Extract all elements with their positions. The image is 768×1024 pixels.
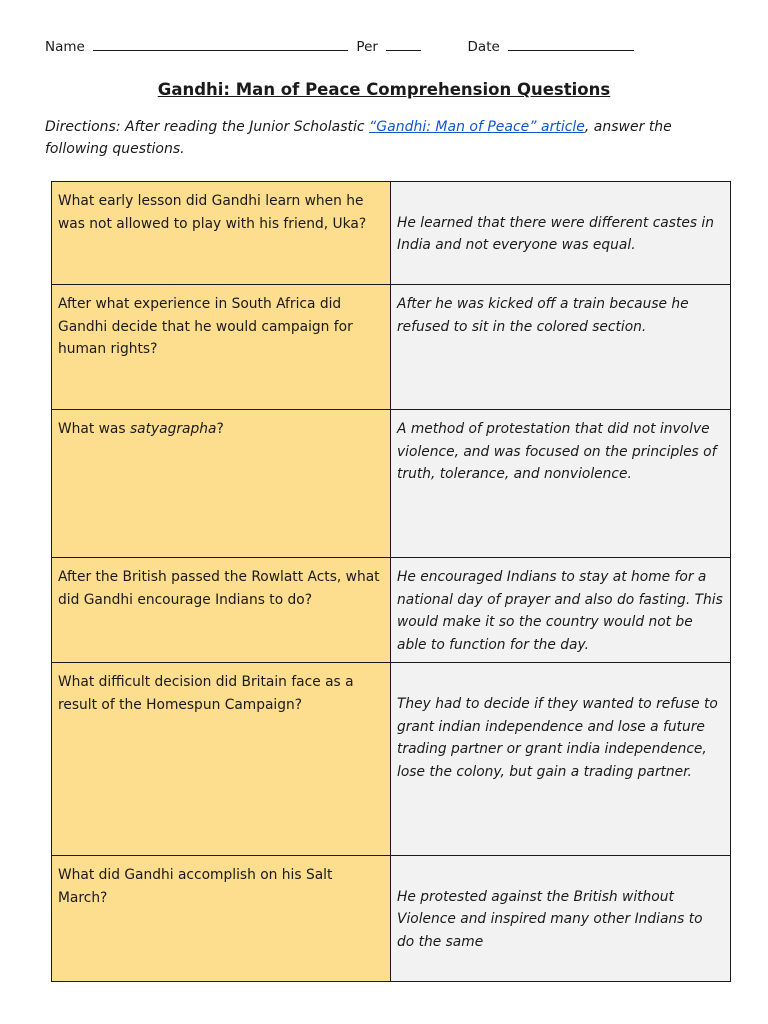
header-fields <box>45 38 634 55</box>
directions-suffix: , answer the following questions. <box>45 119 672 157</box>
answer-cell[interactable]: A method of protestation that did not involve violence, and was focused on the principles of truth, tolerance, and nonviolence. <box>391 410 731 558</box>
directions-prefix: Directions: After reading the Junior Scholastic <box>45 119 370 135</box>
name-blank <box>93 38 348 51</box>
table-row <box>52 410 731 558</box>
questions-table <box>51 181 731 982</box>
question-cell: What early lesson did Gandhi learn when he was not allowed to play with his friend, Uka? <box>52 182 391 285</box>
question-cell: After the British passed the Rowlatt Acts, what did Gandhi encourage Indians to do? <box>52 558 391 663</box>
question-cell: After what experience in South Africa did Gandhi decide that he would campaign for human rights? <box>52 285 391 410</box>
date-label: Date <box>467 39 500 55</box>
per-label: Per <box>356 39 378 55</box>
answer-cell[interactable]: He encouraged Indians to stay at home for a national day of prayer and also do fasting. This would make it so the country would not be able to function for the day. <box>391 558 731 663</box>
question-cell <box>52 410 391 558</box>
question-text-end: ? <box>216 421 224 437</box>
table-row <box>52 856 731 982</box>
question-cell: What did Gandhi accomplish on his Salt March? <box>52 856 391 982</box>
per-blank <box>386 38 421 51</box>
question-text: What was <box>58 421 130 437</box>
name-label: Name <box>45 39 85 55</box>
article-link[interactable]: “Gandhi: Man of Peace” article <box>369 119 585 135</box>
table-row <box>52 182 731 285</box>
directions <box>45 116 725 160</box>
table-row <box>52 663 731 856</box>
question-cell: What difficult decision did Britain face as a result of the Homespun Campaign? <box>52 663 391 856</box>
answer-cell[interactable]: He protested against the British without Violence and inspired many other Indians to do the same <box>391 856 731 982</box>
answer-cell[interactable]: After he was kicked off a train because he refused to sit in the colored section. <box>391 285 731 410</box>
question-term: satyagrapha <box>129 421 217 437</box>
date-blank <box>508 38 634 51</box>
table-row <box>52 285 731 410</box>
answer-cell[interactable]: They had to decide if they wanted to refuse to grant indian independence and lose a future trading partner or grant india independence, lose the colony, but gain a trading partner. <box>391 663 731 856</box>
answer-cell[interactable]: He learned that there were different castes in India and not everyone was equal. <box>391 182 731 285</box>
table-row <box>52 558 731 663</box>
page-title: Gandhi: Man of Peace Comprehension Questions <box>157 80 611 99</box>
